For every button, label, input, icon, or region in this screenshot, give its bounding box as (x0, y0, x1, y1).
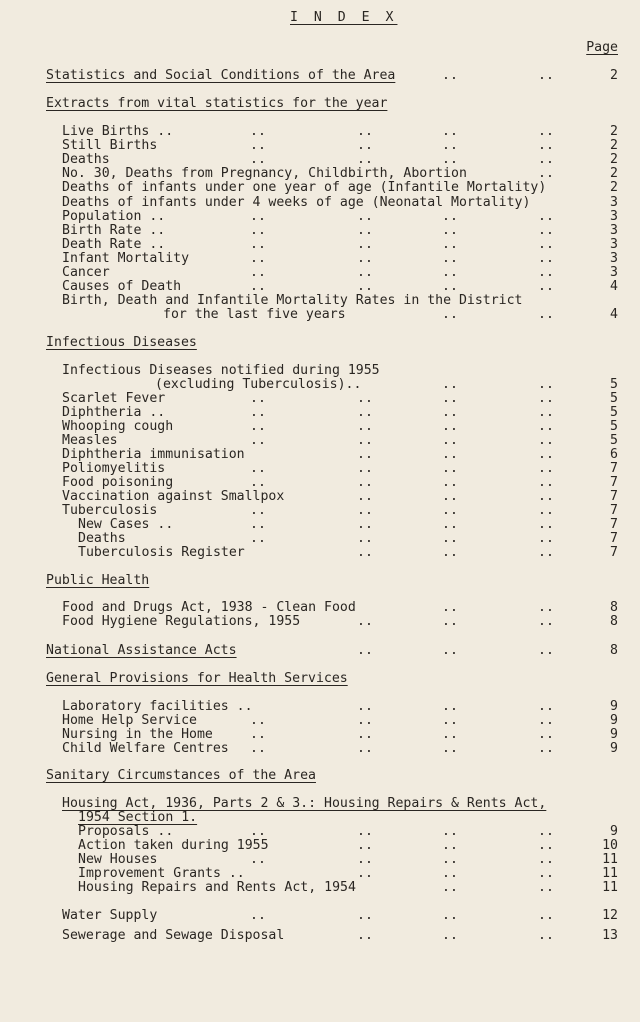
leader-dots: .. (442, 531, 458, 546)
leader-dots: .. (538, 307, 554, 322)
entry-label: (excluding Tuberculosis).. (155, 377, 362, 392)
leader-dots: .. (357, 545, 373, 560)
index-entry (0, 880, 640, 896)
leader-dots: .. (442, 279, 458, 294)
entry-label: Whooping cough (62, 419, 174, 434)
page-number: 5 (610, 405, 618, 420)
leader-dots: .. (357, 643, 373, 658)
entry-label: Statistics and Social Conditions of the Area (46, 68, 396, 83)
leader-dots: .. (442, 600, 458, 615)
page-number: 8 (610, 614, 618, 629)
leader-dots: .. (250, 237, 266, 252)
entry-label: Housing Act, 1936, Parts 2 & 3.: Housing Repairs & Rents Act, (62, 796, 547, 811)
leader-dots: .. (538, 741, 554, 756)
leader-dots: .. (538, 447, 554, 462)
leader-dots: .. (442, 461, 458, 476)
page-number: 6 (610, 447, 618, 462)
page-number: 7 (610, 517, 618, 532)
leader-dots: .. (250, 419, 266, 434)
leader-dots: .. (357, 741, 373, 756)
page-number: 7 (610, 461, 618, 476)
page-number: 9 (610, 824, 618, 839)
leader-dots: .. (442, 405, 458, 420)
leader-dots: .. (442, 545, 458, 560)
leader-dots: .. (538, 152, 554, 167)
entry-label: Poliomyelitis (62, 461, 166, 476)
index-entry (0, 741, 640, 757)
leader-dots: .. (250, 503, 266, 518)
leader-dots: .. (250, 461, 266, 476)
leader-dots: .. (442, 447, 458, 462)
leader-dots: .. (538, 713, 554, 728)
leader-dots: .. (250, 251, 266, 266)
entry-label: New Houses (78, 852, 158, 867)
leader-dots: .. (442, 713, 458, 728)
section-heading (0, 335, 640, 351)
leader-dots: .. (357, 699, 373, 714)
leader-dots: .. (357, 223, 373, 238)
leader-dots: .. (442, 237, 458, 252)
page-number: 9 (610, 727, 618, 742)
page-number: 3 (610, 251, 618, 266)
leader-dots: .. (357, 461, 373, 476)
leader-dots: .. (357, 279, 373, 294)
page-number: 11 (602, 866, 618, 881)
page-number: 7 (610, 489, 618, 504)
leader-dots: .. (357, 419, 373, 434)
entry-label: Food Hygiene Regulations, 1955 (62, 614, 301, 629)
leader-dots: .. (442, 209, 458, 224)
leader-dots: .. (250, 727, 266, 742)
leader-dots: .. (357, 447, 373, 462)
entry-label: Live Births .. (62, 124, 174, 139)
leader-dots: .. (538, 265, 554, 280)
entry-label: Deaths of infants under 4 weeks of age (Neonatal Mortality) (62, 195, 531, 210)
leader-dots: .. (442, 433, 458, 448)
leader-dots: .. (250, 852, 266, 867)
leader-dots: .. (442, 517, 458, 532)
entry-label: Birth, Death and Infantile Mortality Rates in the District (62, 293, 523, 308)
leader-dots: .. (357, 265, 373, 280)
entry-label: Home Help Service (62, 713, 197, 728)
leader-dots: .. (538, 880, 554, 895)
leader-dots: .. (250, 741, 266, 756)
leader-dots: .. (538, 531, 554, 546)
page-number: 4 (610, 279, 618, 294)
page-number: 12 (602, 908, 618, 923)
page-number: 2 (610, 166, 618, 181)
leader-dots: .. (357, 908, 373, 923)
entry-label: National Assistance Acts (46, 643, 237, 658)
entry-label: No. 30, Deaths from Pregnancy, Childbirth, Abortion (62, 166, 467, 181)
page-number: 13 (602, 928, 618, 943)
leader-dots: .. (538, 209, 554, 224)
section-heading (0, 671, 640, 687)
page-number: 7 (610, 545, 618, 560)
leader-dots: .. (538, 138, 554, 153)
entry-label: Deaths (62, 152, 110, 167)
section-heading (0, 643, 640, 659)
entry-label: Cancer (62, 265, 110, 280)
leader-dots: .. (442, 419, 458, 434)
entry-label: Laboratory facilities .. (62, 699, 253, 714)
entry-label: General Provisions for Health Services (46, 671, 348, 686)
leader-dots: .. (442, 251, 458, 266)
page-number: 5 (610, 377, 618, 392)
leader-dots: .. (250, 405, 266, 420)
leader-dots: .. (442, 503, 458, 518)
leader-dots: .. (538, 727, 554, 742)
page-column-header: Page (586, 40, 618, 55)
entry-label: Nursing in the Home (62, 727, 213, 742)
leader-dots: .. (538, 489, 554, 504)
leader-dots: .. (357, 251, 373, 266)
page-number: 7 (610, 531, 618, 546)
leader-dots: .. (357, 124, 373, 139)
leader-dots: .. (538, 166, 554, 181)
leader-dots: .. (538, 838, 554, 853)
page-number: 8 (610, 643, 618, 658)
entry-label: Still Births (62, 138, 158, 153)
leader-dots: .. (250, 138, 266, 153)
entry-label: Sanitary Circumstances of the Area (46, 768, 316, 783)
leader-dots: .. (357, 503, 373, 518)
leader-dots: .. (538, 461, 554, 476)
page-title: I N D E X (290, 10, 398, 25)
section-heading (0, 96, 640, 112)
leader-dots: .. (538, 419, 554, 434)
page-number: 2 (610, 152, 618, 167)
entry-label: Extracts from vital statistics for the year (46, 96, 388, 111)
entry-label: Causes of Death (62, 279, 182, 294)
leader-dots: .. (538, 223, 554, 238)
leader-dots: .. (357, 152, 373, 167)
leader-dots: .. (442, 391, 458, 406)
leader-dots: .. (442, 838, 458, 853)
entry-label: Tuberculosis Register (78, 545, 245, 560)
leader-dots: .. (442, 852, 458, 867)
page-number: 7 (610, 503, 618, 518)
index-entry (0, 545, 640, 561)
leader-dots: .. (250, 152, 266, 167)
page-number: 2 (610, 180, 618, 195)
leader-dots: .. (250, 209, 266, 224)
leader-dots: .. (357, 517, 373, 532)
entry-label: Population .. (62, 209, 166, 224)
leader-dots: .. (538, 908, 554, 923)
page-number: 2 (610, 68, 618, 83)
entry-label: Food and Drugs Act, 1938 - Clean Food (62, 600, 356, 615)
leader-dots: .. (357, 489, 373, 504)
page-number: 3 (610, 237, 618, 252)
entry-label: Infant Mortality (62, 251, 190, 266)
section-heading (0, 573, 640, 589)
leader-dots: .. (442, 699, 458, 714)
page-number: 9 (610, 699, 618, 714)
leader-dots: .. (357, 928, 373, 943)
leader-dots: .. (538, 475, 554, 490)
page-number: 5 (610, 391, 618, 406)
leader-dots: .. (250, 475, 266, 490)
page-number: 5 (610, 433, 618, 448)
leader-dots: .. (357, 433, 373, 448)
entry-label: Diphtheria .. (62, 405, 166, 420)
leader-dots: .. (357, 727, 373, 742)
section-heading (0, 768, 640, 784)
entry-label: Food poisoning (62, 475, 174, 490)
leader-dots: .. (538, 928, 554, 943)
leader-dots: .. (442, 741, 458, 756)
leader-dots: .. (538, 545, 554, 560)
leader-dots: .. (250, 517, 266, 532)
leader-dots: .. (538, 699, 554, 714)
leader-dots: .. (442, 643, 458, 658)
leader-dots: .. (442, 928, 458, 943)
leader-dots: .. (442, 866, 458, 881)
entry-label: Diphtheria immunisation (62, 447, 245, 462)
leader-dots: .. (442, 908, 458, 923)
leader-dots: .. (442, 124, 458, 139)
leader-dots: .. (250, 824, 266, 839)
entry-label: Public Health (46, 573, 150, 588)
index-entry (0, 614, 640, 630)
entry-label: Scarlet Fever (62, 391, 166, 406)
page-number: 7 (610, 475, 618, 490)
entry-label: Infectious Diseases (46, 335, 197, 350)
leader-dots: .. (357, 838, 373, 853)
leader-dots: .. (442, 152, 458, 167)
leader-dots: .. (442, 475, 458, 490)
leader-dots: .. (357, 531, 373, 546)
leader-dots: .. (357, 391, 373, 406)
page-number: 2 (610, 138, 618, 153)
page-number: 11 (602, 852, 618, 867)
leader-dots: .. (442, 223, 458, 238)
leader-dots: .. (538, 251, 554, 266)
entry-label: New Cases .. (78, 517, 174, 532)
leader-dots: .. (442, 614, 458, 629)
page-number: 10 (602, 838, 618, 853)
section-heading (0, 68, 640, 84)
page-number: 8 (610, 600, 618, 615)
page-number: 4 (610, 307, 618, 322)
page-number: 9 (610, 741, 618, 756)
index-entry (0, 908, 640, 924)
leader-dots: .. (357, 713, 373, 728)
entry-label: Birth Rate .. (62, 223, 166, 238)
entry-label: Infectious Diseases notified during 1955 (62, 363, 380, 378)
index-entry (0, 180, 640, 196)
leader-dots: .. (538, 377, 554, 392)
leader-dots: .. (538, 852, 554, 867)
entry-label: Housing Repairs and Rents Act, 1954 (78, 880, 356, 895)
entry-label: Improvement Grants .. (78, 866, 245, 881)
leader-dots: .. (538, 279, 554, 294)
page-number: 5 (610, 419, 618, 434)
page-number: 9 (610, 713, 618, 728)
leader-dots: .. (538, 391, 554, 406)
leader-dots: .. (538, 433, 554, 448)
entry-label: Water Supply (62, 908, 158, 923)
leader-dots: .. (538, 614, 554, 629)
leader-dots: .. (357, 866, 373, 881)
entry-label: for the last five years (163, 307, 346, 322)
leader-dots: .. (442, 880, 458, 895)
leader-dots: .. (357, 852, 373, 867)
leader-dots: .. (357, 138, 373, 153)
leader-dots: .. (442, 68, 458, 83)
page-number: 2 (610, 124, 618, 139)
leader-dots: .. (538, 517, 554, 532)
leader-dots: .. (250, 713, 266, 728)
leader-dots: .. (538, 643, 554, 658)
entry-label: Deaths (78, 531, 126, 546)
page-number: 3 (610, 223, 618, 238)
leader-dots: .. (538, 503, 554, 518)
leader-dots: .. (442, 138, 458, 153)
leader-dots: .. (357, 237, 373, 252)
leader-dots: .. (250, 279, 266, 294)
entry-label: Death Rate .. (62, 237, 166, 252)
page-number: 11 (602, 880, 618, 895)
entry-label: 1954 Section 1. (78, 810, 198, 825)
entry-label: Deaths of infants under one year of age (Infantile Mortality) (62, 180, 547, 195)
index-entry (0, 307, 640, 323)
leader-dots: .. (442, 265, 458, 280)
entry-label: Action taken during 1955 (78, 838, 269, 853)
leader-dots: .. (250, 124, 266, 139)
leader-dots: .. (538, 68, 554, 83)
leader-dots: .. (538, 237, 554, 252)
entry-label: Proposals .. (78, 824, 174, 839)
page-number: 3 (610, 195, 618, 210)
leader-dots: .. (442, 377, 458, 392)
leader-dots: .. (538, 600, 554, 615)
entry-label: Sewerage and Sewage Disposal (62, 928, 285, 943)
leader-dots: .. (538, 124, 554, 139)
leader-dots: .. (357, 209, 373, 224)
leader-dots: .. (538, 866, 554, 881)
leader-dots: .. (538, 824, 554, 839)
leader-dots: .. (250, 531, 266, 546)
leader-dots: .. (538, 405, 554, 420)
leader-dots: .. (442, 307, 458, 322)
entry-label: Measles (62, 433, 118, 448)
leader-dots: .. (250, 391, 266, 406)
page-number: 3 (610, 209, 618, 224)
page-number: 3 (610, 265, 618, 280)
leader-dots: .. (250, 908, 266, 923)
entry-label: Tuberculosis (62, 503, 158, 518)
leader-dots: .. (250, 265, 266, 280)
entry-label: Vaccination against Smallpox (62, 489, 285, 504)
leader-dots: .. (357, 824, 373, 839)
index-entry (0, 928, 640, 944)
leader-dots: .. (357, 614, 373, 629)
entry-label: Child Welfare Centres (62, 741, 229, 756)
leader-dots: .. (442, 727, 458, 742)
leader-dots: .. (250, 433, 266, 448)
leader-dots: .. (357, 475, 373, 490)
leader-dots: .. (442, 489, 458, 504)
leader-dots: .. (442, 824, 458, 839)
leader-dots: .. (250, 223, 266, 238)
leader-dots: .. (357, 405, 373, 420)
